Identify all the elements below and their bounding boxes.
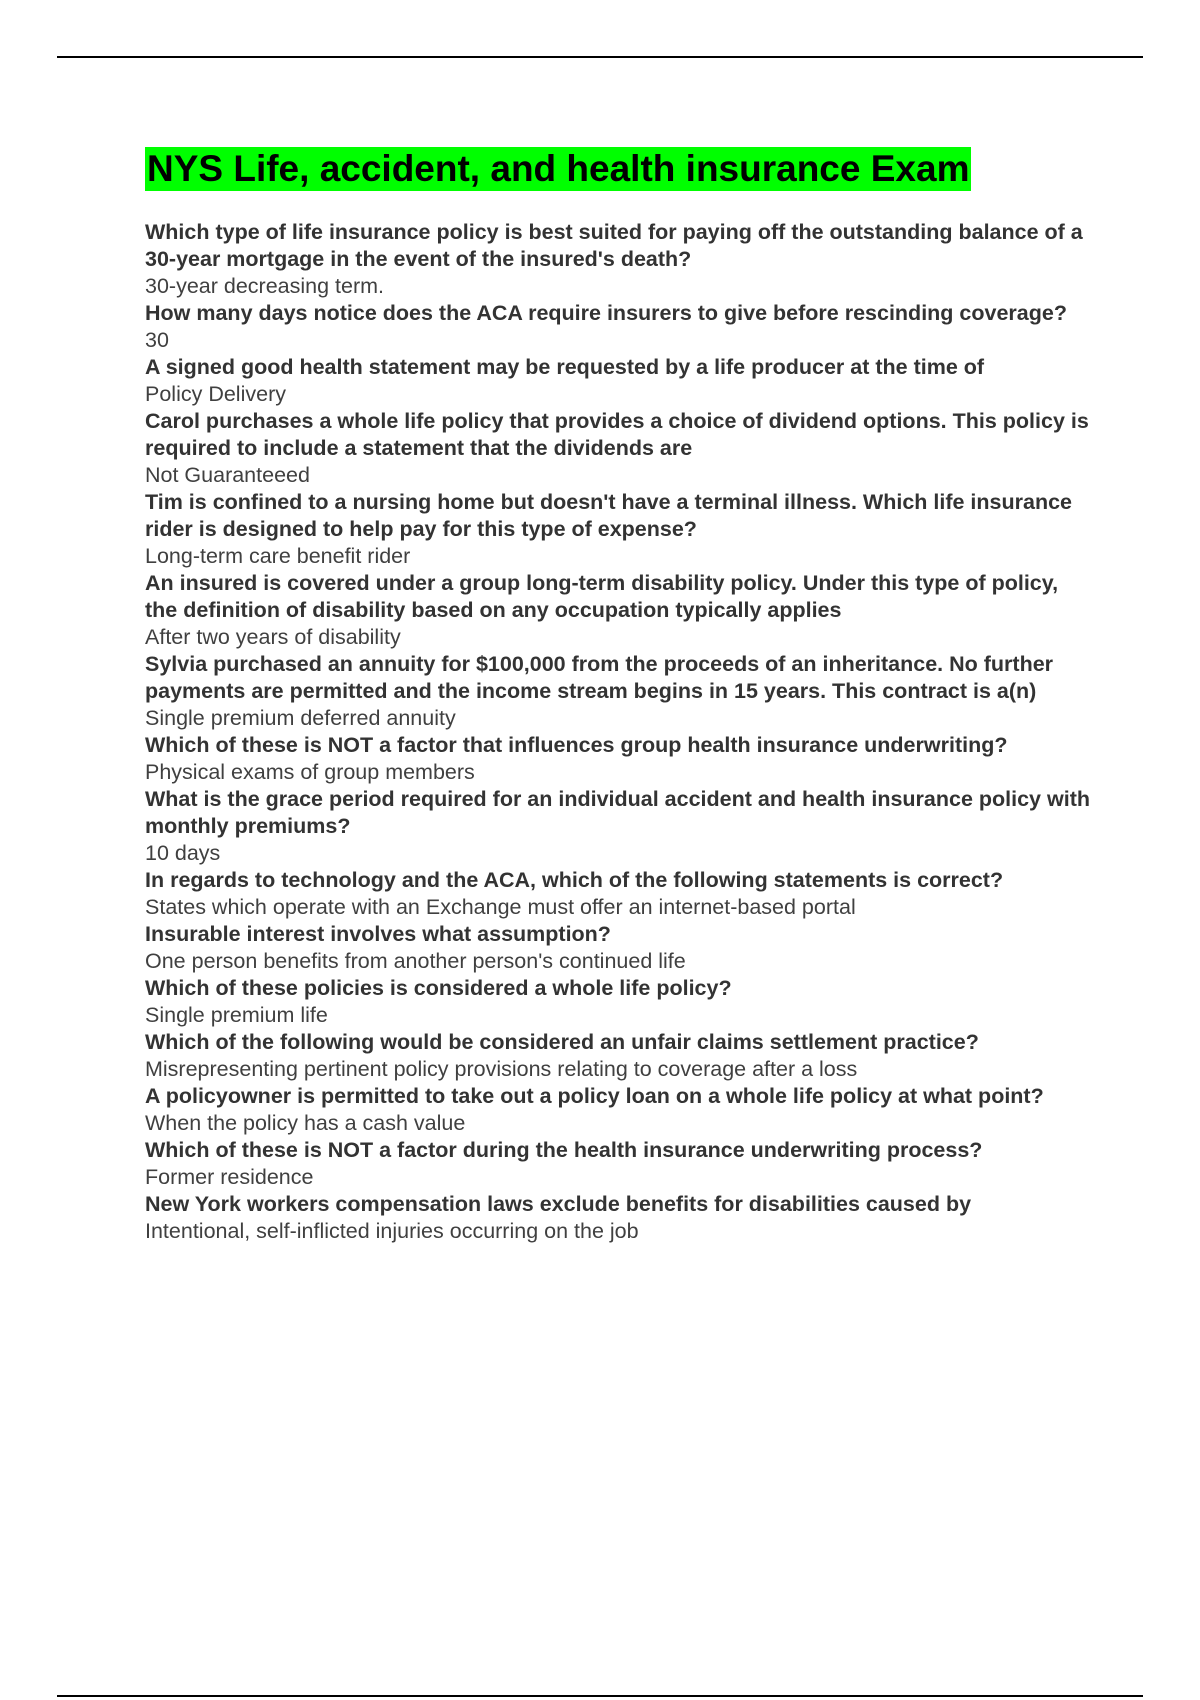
question-text: Carol purchases a whole life policy that provides a choice of dividend options. This policy is required to include a statement that the dividends are: [145, 409, 1089, 460]
answer-text: After two years of disability: [145, 625, 401, 649]
qa-item: [145, 1191, 1095, 1245]
qa-item: [145, 354, 1095, 408]
question-text: Which of these is NOT a factor during the health insurance underwriting process?: [145, 1138, 983, 1162]
qa-item: [145, 651, 1095, 732]
bottom-rule: [57, 1695, 1143, 1697]
answer-text: When the policy has a cash value: [145, 1111, 466, 1135]
qa-item: [145, 489, 1095, 570]
question-text: What is the grace period required for an individual accident and health insurance policy with monthly premiums?: [145, 787, 1090, 838]
question-text: Which of these is NOT a factor that influences group health insurance underwriting?: [145, 733, 1008, 757]
answer-text: Former residence: [145, 1165, 314, 1189]
qa-item: [145, 867, 1095, 921]
qa-item: [145, 732, 1095, 786]
answer-text: 30-year decreasing term.: [145, 274, 384, 298]
question-text: A signed good health statement may be requested by a life producer at the time of: [145, 355, 985, 379]
qa-item: [145, 300, 1095, 354]
question-text: New York workers compensation laws exclude benefits for disabilities caused by: [145, 1192, 972, 1216]
qa-item: [145, 1083, 1095, 1137]
answer-text: 10 days: [145, 841, 221, 865]
answer-text: Not Guaranteeed: [145, 463, 310, 487]
document-title: NYS Life, accident, and health insurance Exam: [147, 148, 970, 189]
top-rule: [57, 56, 1143, 58]
question-text: An insured is covered under a group long-term disability policy. Under this type of policy, the definition of disability based on any occupation typically applies: [145, 571, 1059, 622]
qa-item: [145, 1137, 1095, 1191]
question-text: Sylvia purchased an annuity for $100,000 from the proceeds of an inheritance. No further payments are permitted and the income stream begins in 15 years. This contract is a(n): [145, 652, 1054, 703]
answer-text: Misrepresenting pertinent policy provisions relating to coverage after a loss: [145, 1057, 858, 1081]
qa-item: [145, 786, 1095, 867]
answer-text: One person benefits from another person's continued life: [145, 949, 686, 973]
qa-item: [145, 219, 1095, 300]
question-text: A policyowner is permitted to take out a policy loan on a whole life policy at what point?: [145, 1084, 1044, 1108]
question-text: Which of the following would be considered an unfair claims settlement practice?: [145, 1030, 979, 1054]
qa-item: [145, 921, 1095, 975]
answer-text: Policy Delivery: [145, 382, 286, 406]
question-text: Insurable interest involves what assumption?: [145, 922, 611, 946]
question-text: Tim is confined to a nursing home but doesn't have a terminal illness. Which life insurance rider is designed to help pay for this type of expense?: [145, 490, 1072, 541]
answer-text: Single premium life: [145, 1003, 328, 1027]
qa-list: [145, 219, 1095, 1245]
qa-item: [145, 570, 1095, 651]
question-text: In regards to technology and the ACA, which of the following statements is correct?: [145, 868, 1004, 892]
answer-text: Single premium deferred annuity: [145, 706, 456, 730]
question-text: How many days notice does the ACA require insurers to give before rescinding coverage?: [145, 301, 1067, 325]
qa-item: [145, 408, 1095, 489]
answer-text: Physical exams of group members: [145, 760, 475, 784]
answer-text: Long-term care benefit rider: [145, 544, 411, 568]
answer-text: States which operate with an Exchange must offer an internet-based portal: [145, 895, 856, 919]
document-body: [145, 147, 1095, 1245]
answer-text: Intentional, self-inflicted injuries occurring on the job: [145, 1219, 639, 1243]
answer-text: 30: [145, 328, 169, 352]
qa-item: [145, 975, 1095, 1029]
question-text: Which type of life insurance policy is best suited for paying off the outstanding balance of a 30-year mortgage in the event of the insured's death?: [145, 220, 1083, 271]
qa-item: [145, 1029, 1095, 1083]
question-text: Which of these policies is considered a whole life policy?: [145, 976, 732, 1000]
